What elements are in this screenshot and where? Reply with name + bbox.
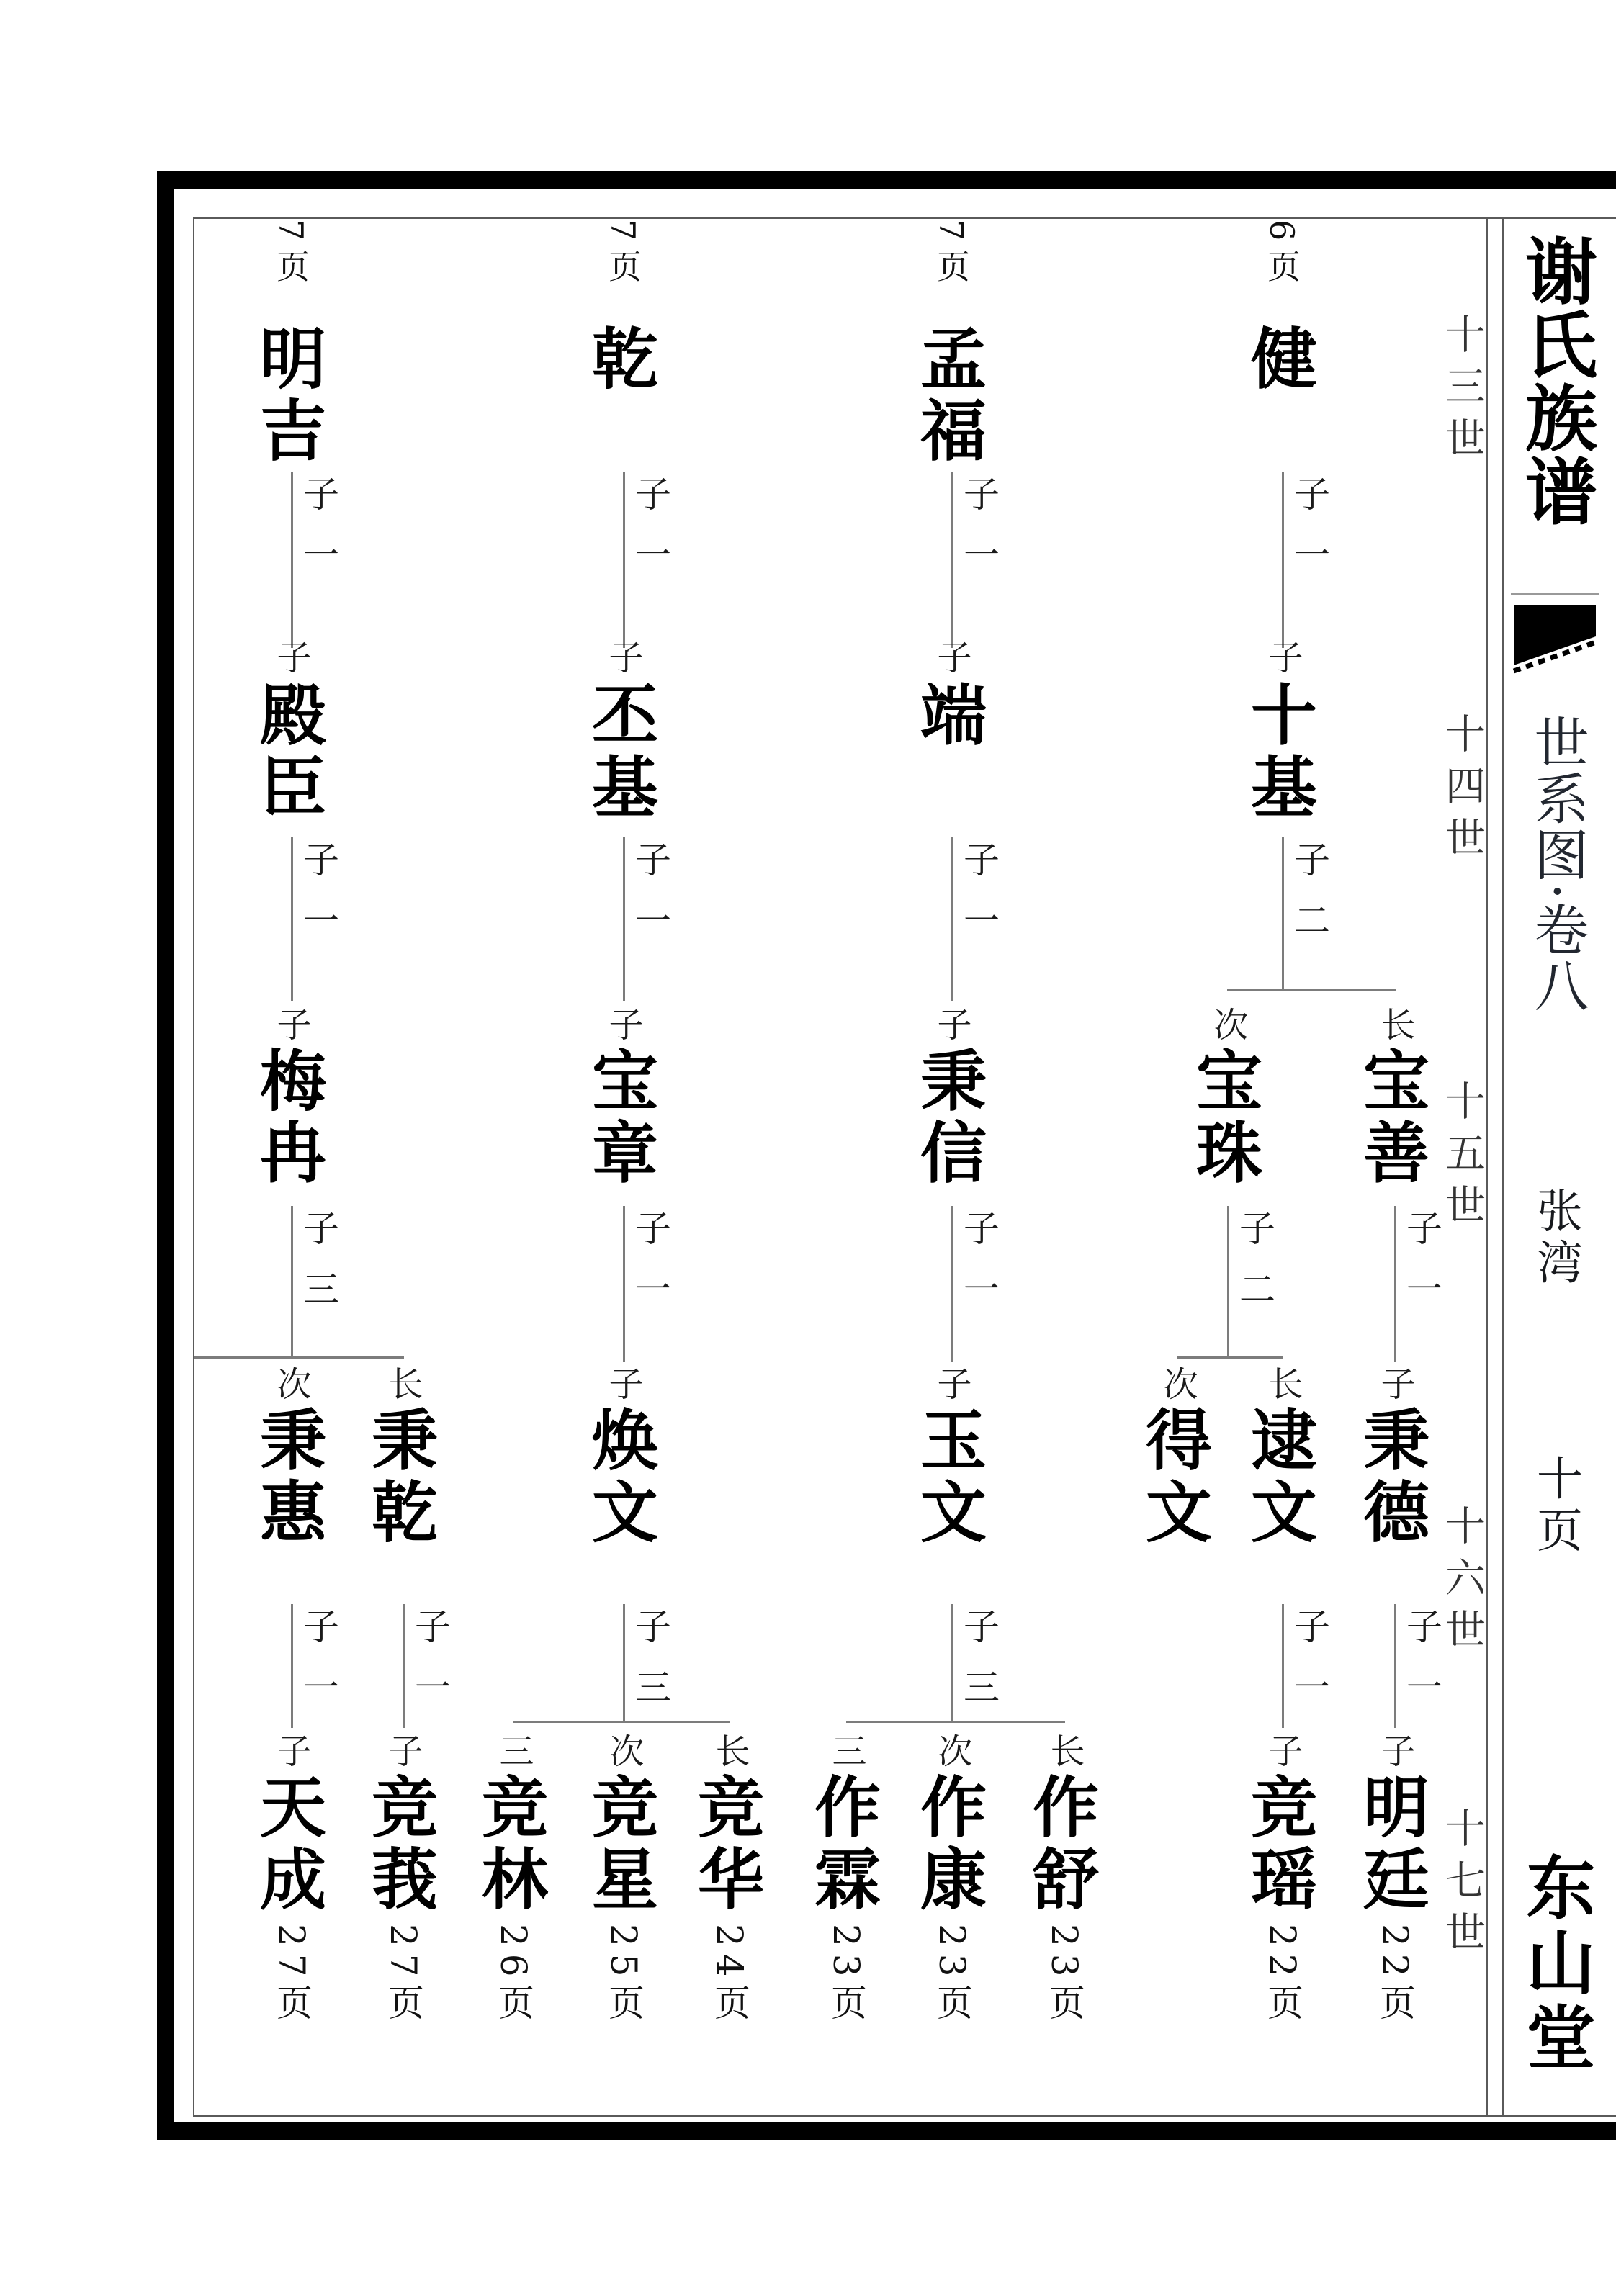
page-ref: 25页	[603, 1924, 645, 2027]
birth-order-label: 次	[1157, 1366, 1198, 1408]
sibling-split-line	[513, 1721, 730, 1723]
son-count-label: 子一	[297, 475, 339, 596]
son-count-label: 子一	[629, 841, 671, 962]
person-name: 竞星	[581, 1773, 659, 1917]
connector-line	[291, 472, 293, 648]
sibling-split-line	[194, 1356, 404, 1359]
birth-order-label: 子	[1262, 1733, 1303, 1775]
page-ref: 7页	[932, 220, 971, 292]
connector-line	[623, 1206, 625, 1362]
page-ref: 27页	[382, 1924, 424, 2027]
son-count-label: 子一	[1288, 475, 1330, 596]
inner-border-left	[193, 217, 194, 2117]
birth-order-label: 长	[1375, 1007, 1415, 1048]
page-ref: 26页	[493, 1924, 534, 2027]
section-title: 世系图·卷八	[1525, 714, 1589, 1014]
son-count-label: 子三	[297, 1210, 339, 1331]
person-name: 孟福	[910, 324, 987, 468]
connector-line	[291, 1604, 293, 1728]
book-title: 谢氏族谱	[1513, 234, 1598, 528]
inner-border-bottom	[193, 2115, 1616, 2117]
page-ref: 7页	[603, 220, 642, 292]
birth-order-label: 子	[931, 1007, 971, 1048]
generation-label-13: 十三世	[1439, 313, 1486, 469]
person-name: 焕文	[581, 1405, 659, 1549]
connector-line	[951, 472, 953, 648]
birth-order-label: 子	[1375, 1366, 1415, 1408]
birth-order-label: 子	[382, 1733, 423, 1775]
person-name: 竞华	[687, 1773, 765, 1917]
generation-label-15: 十五世	[1439, 1080, 1486, 1235]
chart-sidebar-divider-2	[1502, 217, 1504, 2117]
frame-top	[157, 171, 1616, 189]
son-count-label: 子一	[629, 475, 671, 596]
person-name: 得文	[1135, 1405, 1213, 1549]
birth-order-label: 三	[826, 1733, 866, 1775]
son-count-label: 子一	[297, 1608, 339, 1729]
page-ref: 22页	[1374, 1924, 1416, 2027]
birth-order-label: 次	[1208, 1007, 1248, 1048]
person-name: 梅冉	[249, 1046, 327, 1190]
connector-line	[951, 1604, 953, 1721]
son-count-label: 子一	[958, 475, 1000, 596]
son-count-label: 子一	[629, 1210, 671, 1331]
connector-line	[1282, 837, 1284, 991]
person-name: 作舒	[1022, 1773, 1100, 1917]
birth-order-label: 次	[932, 1733, 972, 1775]
person-name: 逮文	[1240, 1405, 1318, 1549]
frame-left	[157, 171, 174, 2140]
person-name: 竞莪	[361, 1773, 439, 1917]
page-ref: 23页	[1043, 1924, 1085, 2027]
person-name: 宝善	[1352, 1046, 1430, 1190]
connector-line	[291, 1206, 293, 1356]
person-name: 明廷	[1352, 1773, 1430, 1917]
connector-line	[1282, 472, 1284, 648]
birth-order-label: 长	[1044, 1733, 1085, 1775]
connector-line	[403, 1604, 405, 1728]
person-name: 玉文	[910, 1405, 987, 1549]
sibling-split-line	[1227, 989, 1396, 991]
page-ref: 7页	[271, 220, 310, 292]
person-name: 秉乾	[361, 1405, 439, 1549]
hall-name: 东山堂	[1515, 1852, 1597, 2076]
person-name: 秉信	[910, 1046, 987, 1190]
connector-line	[951, 837, 953, 1001]
page-ref: 6页	[1262, 220, 1301, 292]
page-ref: 27页	[271, 1924, 313, 2027]
sibling-split-line	[1177, 1356, 1283, 1359]
person-name: 十基	[1240, 680, 1318, 824]
birth-order-label: 长	[709, 1733, 750, 1775]
son-count-label: 子二	[1288, 841, 1330, 962]
page-ref: 22页	[1262, 1924, 1303, 2027]
person-name: 天成	[249, 1773, 327, 1917]
person-name: 健	[1240, 324, 1318, 396]
birth-order-label: 子	[603, 639, 643, 681]
son-count-label: 子一	[1401, 1210, 1442, 1331]
son-count-label: 子三	[629, 1608, 671, 1729]
birth-order-label: 子	[1375, 1733, 1415, 1775]
folded-corner-decoration	[1511, 593, 1599, 681]
person-name: 作康	[910, 1773, 987, 1917]
connector-line	[1227, 1206, 1229, 1356]
person-name: 丕基	[581, 680, 659, 824]
person-name: 乾	[581, 324, 659, 396]
son-count-label: 子一	[1288, 1608, 1330, 1729]
birth-order-label: 子	[603, 1366, 643, 1408]
generation-label-17: 十七世	[1439, 1807, 1486, 1963]
connector-line	[623, 837, 625, 1001]
person-name: 殿臣	[249, 680, 327, 824]
connector-line	[1394, 1604, 1396, 1728]
connector-line	[1394, 1206, 1396, 1362]
person-name: 竞林	[471, 1773, 549, 1917]
birth-order-label: 次	[271, 1366, 311, 1408]
birth-order-label: 长	[1262, 1366, 1303, 1408]
connector-line	[1282, 1604, 1284, 1728]
connector-line	[291, 837, 293, 1001]
person-name: 端	[910, 680, 987, 752]
birth-order-label: 子	[603, 1007, 643, 1048]
son-count-label: 子二	[1234, 1210, 1275, 1331]
son-count-label: 子一	[1401, 1608, 1442, 1729]
birth-order-label: 子	[271, 1007, 311, 1048]
page-ref: 23页	[825, 1924, 867, 2027]
connector-line	[623, 1604, 625, 1721]
frame-bottom	[157, 2122, 1616, 2140]
branch-name: 张湾	[1529, 1187, 1582, 1290]
person-name: 明吉	[249, 324, 327, 468]
person-name: 秉惠	[249, 1405, 327, 1549]
birth-order-label: 子	[1262, 639, 1303, 681]
person-name: 作霖	[804, 1773, 881, 1917]
generation-label-14: 十四世	[1439, 713, 1486, 868]
person-name: 竞瑶	[1240, 1773, 1318, 1917]
birth-order-label: 子	[271, 639, 311, 681]
birth-order-label: 次	[603, 1733, 644, 1775]
son-count-label: 子一	[958, 1210, 1000, 1331]
birth-order-label: 子	[931, 1366, 971, 1408]
sibling-split-line	[846, 1721, 1065, 1723]
page-ref: 23页	[931, 1924, 973, 2027]
birth-order-label: 子	[931, 639, 971, 681]
page-number-label: 十页	[1529, 1454, 1582, 1558]
birth-order-label: 长	[382, 1366, 423, 1408]
generation-label-16: 十六世	[1439, 1505, 1486, 1660]
inner-border-top	[193, 217, 1616, 219]
son-count-label: 子一	[958, 841, 1000, 962]
chart-sidebar-divider-1	[1486, 217, 1488, 2117]
son-count-label: 子一	[297, 841, 339, 962]
person-name: 秉德	[1352, 1405, 1430, 1549]
person-name: 宝珠	[1185, 1046, 1263, 1190]
connector-line	[623, 472, 625, 648]
person-name: 宝章	[581, 1046, 659, 1190]
connector-line	[951, 1206, 953, 1362]
page-ref: 24页	[709, 1924, 750, 2027]
son-count-label: 子三	[958, 1608, 1000, 1729]
birth-order-label: 子	[271, 1733, 311, 1775]
birth-order-label: 三	[493, 1733, 534, 1775]
son-count-label: 子一	[409, 1608, 451, 1729]
